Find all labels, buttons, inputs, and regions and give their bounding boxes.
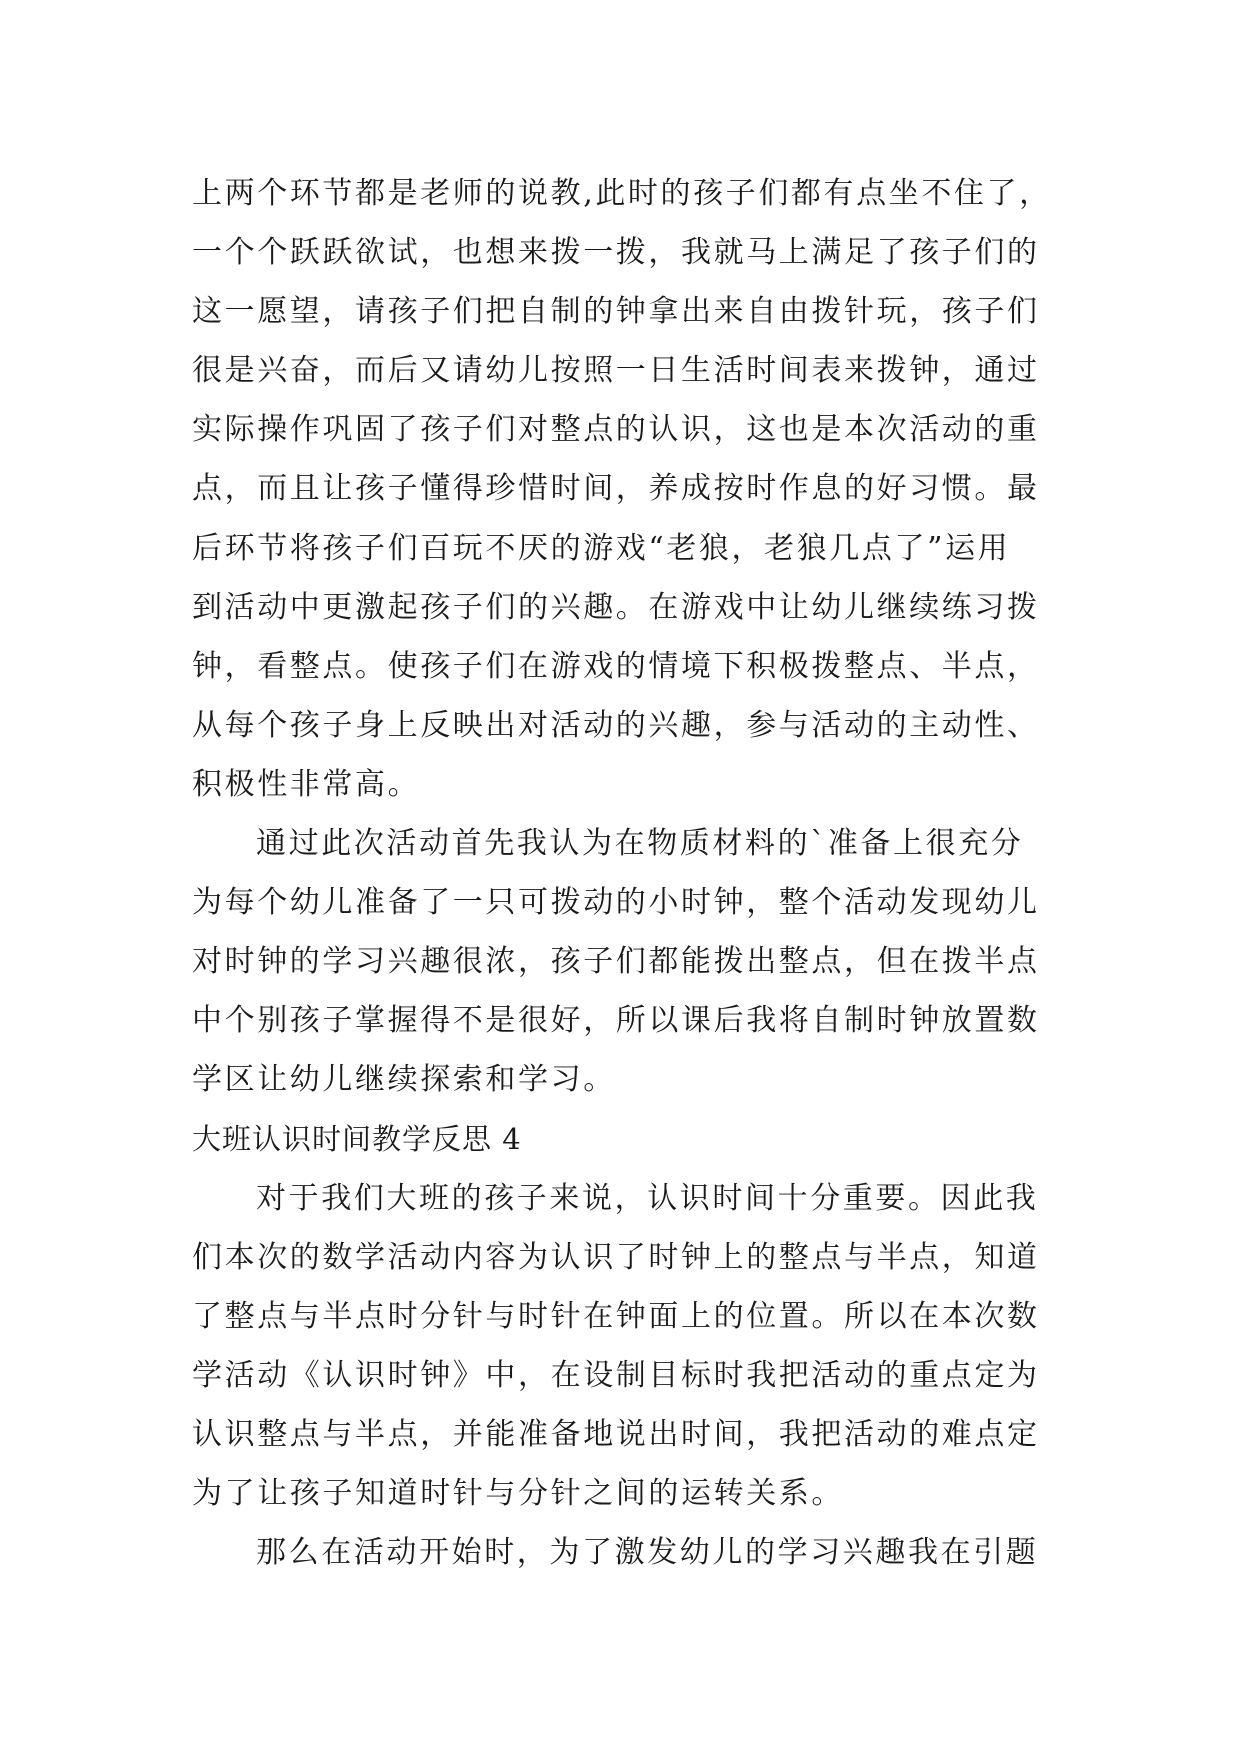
text-line: 认识整点与半点，并能准备地说出时间，我把活动的难点定 — [192, 1416, 1040, 1452]
text-line: 为每个幼儿准备了一只可拨动的小时钟，整个活动发现幼儿 — [192, 885, 1040, 921]
text-line: 实际操作巩固了孩子们对整点的认识，这也是本次活动的重 — [192, 412, 1040, 448]
text-line: 学区让幼儿继续探索和学习。 — [192, 1062, 616, 1098]
paragraph-first-line: 对于我们大班的孩子来说，认识时间十分重要。因此我 — [256, 1180, 1039, 1216]
document-body — [192, 164, 1092, 1582]
paragraph-first-line: 那么在活动开始时，为了激发幼儿的学习兴趣我在引题 — [256, 1535, 1039, 1571]
text-line: 对时钟的学习兴趣很浓，孩子们都能拨出整点，但在拨半点 — [192, 944, 1040, 980]
text-line: 钟，看整点。使孩子们在游戏的情境下积极拨整点、半点， — [192, 648, 1040, 684]
section-heading: 大班认识时间教学反思 4 — [192, 1121, 522, 1156]
text-line: 到活动中更激起孩子们的兴趣。在游戏中让幼儿继续练习拨 — [192, 589, 1040, 625]
text-line: 后环节将孩子们百玩不厌的游戏“老狼，老狼几点了”运用 — [192, 530, 1011, 566]
text-line: 了整点与半点时分针与时针在钟面上的位置。所以在本次数 — [192, 1298, 1040, 1334]
text-line: 点，而且让孩子懂得珍惜时间，养成按时作息的好习惯。最 — [192, 471, 1040, 507]
text-line: 中个别孩子掌握得不是很好，所以课后我将自制时钟放置数 — [192, 1003, 1040, 1039]
text-line: 上两个环节都是老师的说教,此时的孩子们都有点坐不住了， — [192, 176, 1052, 211]
text-line: 们本次的数学活动内容为认识了时钟上的整点与半点，知道 — [192, 1239, 1040, 1275]
paragraph-first-line: 通过此次活动首先我认为在物质材料的`准备上很充分 — [256, 826, 1024, 862]
text-line: 一个个跃跃欲试，也想来拨一拨，我就马上满足了孩子们的 — [192, 235, 1040, 271]
text-line: 学活动《认识时钟》中，在设制目标时我把活动的重点定为 — [192, 1357, 1040, 1393]
text-line: 从每个孩子身上反映出对活动的兴趣，参与活动的主动性、 — [192, 707, 1040, 743]
text-line: 这一愿望，请孩子们把自制的钟拿出来自由拨针玩，孩子们 — [192, 294, 1040, 330]
text-line: 很是兴奋，而后又请幼儿按照一日生活时间表来拨钟，通过 — [192, 353, 1040, 389]
text-line: 积极性非常高。 — [192, 766, 421, 802]
text-line: 为了让孩子知道时针与分针之间的运转关系。 — [192, 1476, 844, 1512]
